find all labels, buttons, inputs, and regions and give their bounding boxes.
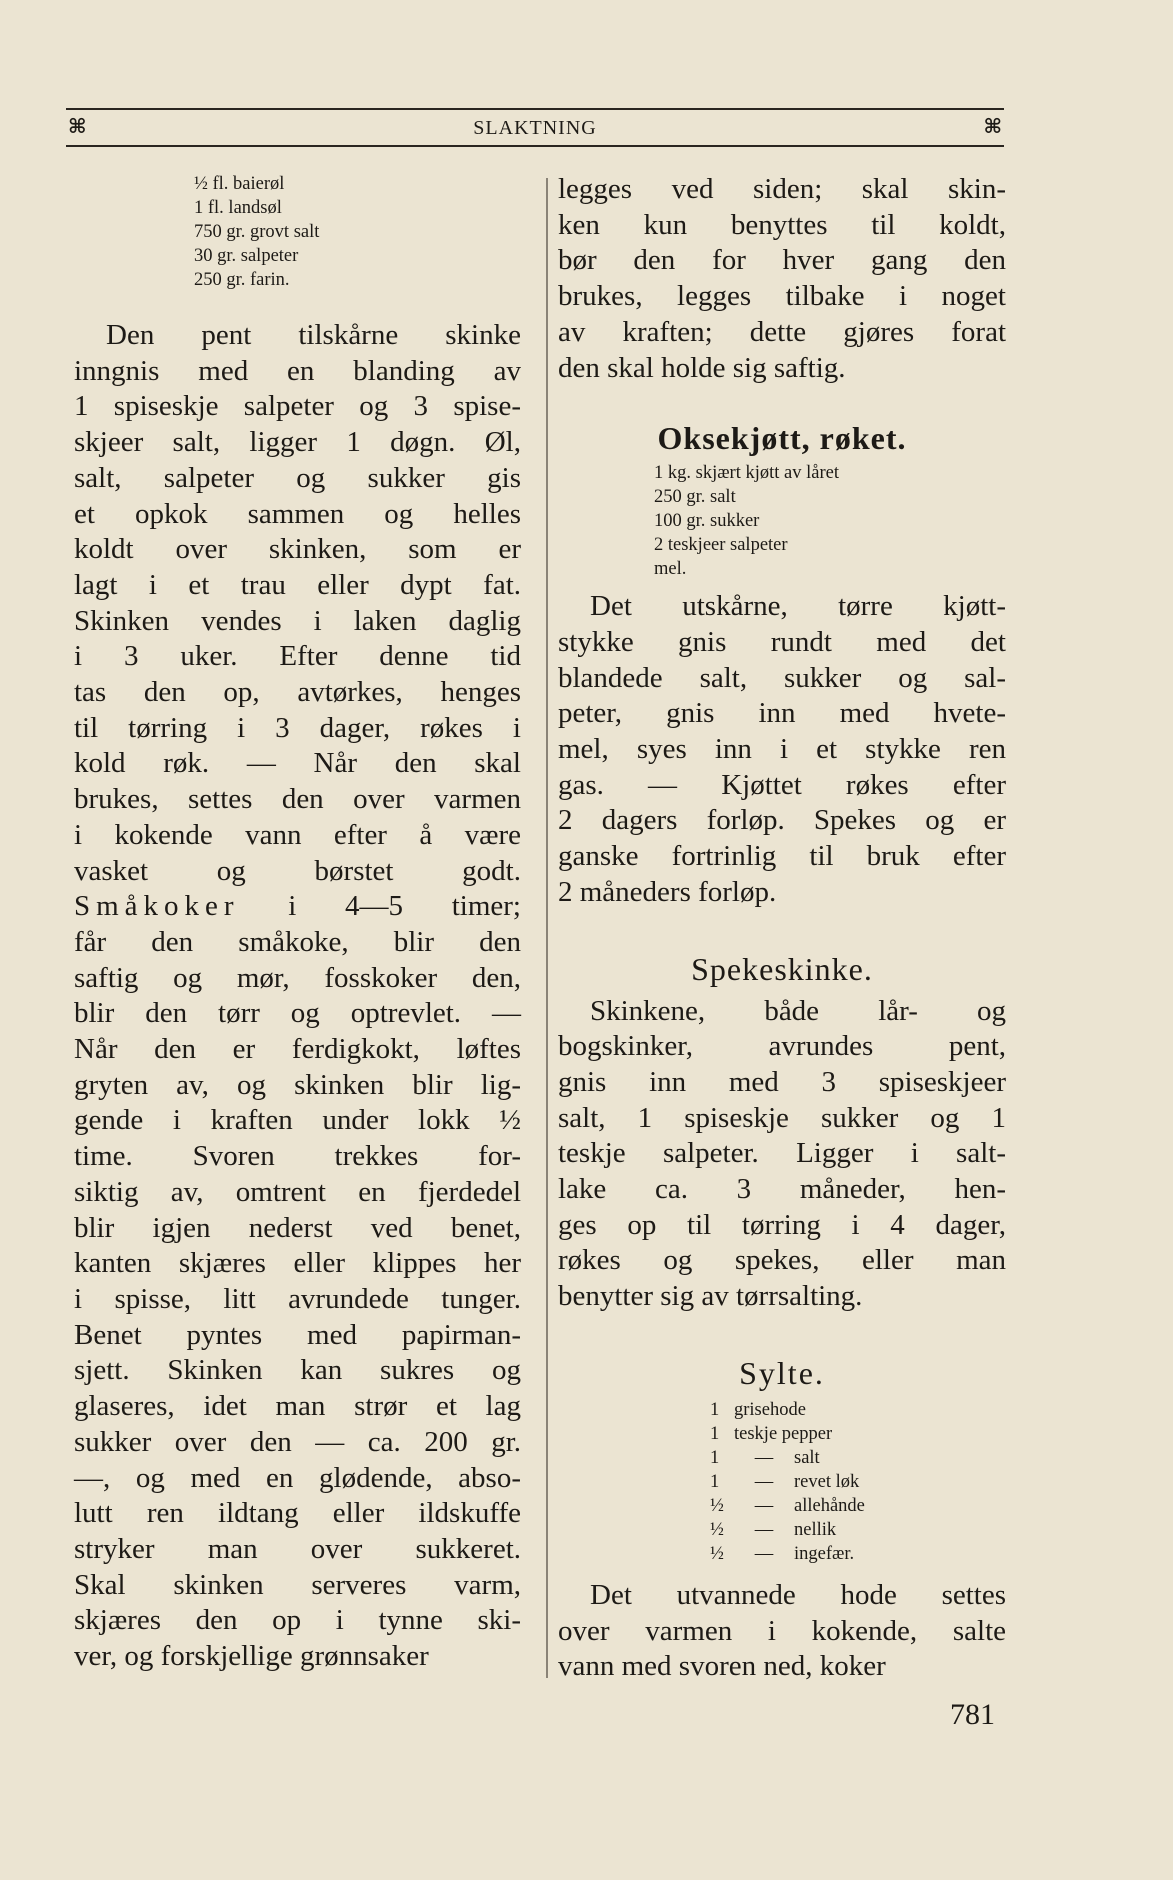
- text-line: Når den er ferdigkokt, løftes: [74, 1033, 521, 1066]
- text-line: ges op til tørring i 4 dager,: [558, 1208, 1006, 1241]
- text-line: 2 dagers forløp. Spekes og er: [558, 804, 1006, 837]
- ingredient-name: grisehode: [734, 1399, 806, 1420]
- text-line: gryten av, og skinken blir lig-: [74, 1068, 521, 1101]
- text-line: siktig av, omtrent en fjerdedel: [74, 1175, 521, 1208]
- ingredient-item: [710, 1494, 1006, 1518]
- text-line: stykke gnis rundt med det: [558, 625, 1006, 658]
- ingredient-item: [710, 1542, 1006, 1566]
- recipe-text-spekeskinke: [558, 994, 1006, 1315]
- ingredient-quantity: ½: [710, 1495, 724, 1516]
- header-rule-top: [66, 108, 1004, 110]
- text-line: røkes og spekes, eller man: [558, 1244, 1006, 1277]
- ingredient-item: [710, 1398, 1006, 1422]
- ingredient-item: 250 gr. salt: [654, 487, 736, 508]
- recipe-title-oksekjott: Oksekjøtt, røket.: [657, 420, 907, 457]
- text-line: ken kun benyttes til koldt,: [558, 208, 1006, 241]
- ingredient-quantity: 1: [710, 1399, 720, 1420]
- ditto-mark: —: [754, 1495, 774, 1516]
- right-column: [558, 172, 1006, 1685]
- recipe-title-sylte: Sylte.: [739, 1354, 825, 1391]
- text-line: Skinkene, både lår- og: [590, 994, 1006, 1027]
- ingredient-item: mel.: [654, 559, 687, 580]
- text-line: saftig og mør, fosskoker den,: [74, 961, 521, 994]
- ingredient-quantity: ½: [710, 1543, 724, 1564]
- text-line: brukes, settes den over varmen: [74, 783, 521, 816]
- text-line: gnis inn med 3 spiseskjeer: [558, 1065, 1006, 1098]
- ingredient-item: 30 gr. salpeter: [194, 246, 299, 266]
- text-line: 2 måneders forløp.: [558, 875, 777, 908]
- text-line: i 3 uker. Efter denne tid: [74, 640, 521, 673]
- text-line: blir den tørr og optrevlet. —: [74, 997, 521, 1030]
- text-line: i spisse, litt avrundede tunger.: [74, 1282, 521, 1315]
- ingredient-name: revet løk: [794, 1471, 860, 1492]
- ingredient-name: nellik: [794, 1519, 837, 1540]
- text-line: får den småkoke, blir den: [74, 925, 521, 958]
- recipe-title-spekeskinke: Spekeskinke.: [691, 950, 873, 987]
- text-line: over varmen i kokende, salte: [558, 1614, 1006, 1647]
- text-line: skjeer salt, ligger 1 døgn. Øl,: [74, 426, 521, 459]
- ingredient-item: 250 gr. farin.: [194, 270, 290, 290]
- text-line: lake ca. 3 måneder, hen-: [558, 1173, 1006, 1206]
- text-line: ver, og forskjellige grønnsaker: [74, 1640, 429, 1673]
- text-line: kold røk. — Når den skal: [74, 747, 521, 780]
- ingredient-item: 750 gr. grovt salt: [194, 222, 320, 242]
- text-line: mel, syes inn i et stykke ren: [558, 733, 1006, 766]
- text-line: skjæres den op i tynne ski-: [74, 1604, 521, 1637]
- ingredient-name: salt: [794, 1447, 820, 1468]
- header-ornament-left: ⌘: [68, 114, 87, 138]
- ingredient-name: ingefær.: [794, 1543, 855, 1564]
- text-line: koldt over skinken, som er: [74, 533, 521, 566]
- text-line: bogskinker, avrundes pent,: [558, 1030, 1006, 1063]
- text-line: Skinken vendes i laken daglig: [74, 604, 521, 637]
- ingredient-item: [710, 1446, 1006, 1470]
- text-line: den skal holde sig saftig.: [558, 351, 846, 384]
- ingredient-item: [710, 1470, 1006, 1494]
- text-line: brukes, legges tilbake i noget: [558, 280, 1006, 313]
- text-line: gas. — Kjøttet røkes efter: [558, 768, 1006, 801]
- ingredient-item: 1 fl. landsøl: [194, 198, 282, 218]
- text-line: kanten skjæres eller klippes her: [74, 1247, 521, 1280]
- text-line: glaseres, idet man strør et lag: [74, 1390, 521, 1423]
- ditto-mark: —: [754, 1519, 774, 1540]
- ingredient-item: 2 teskjeer salpeter: [654, 535, 788, 556]
- text-line: salt, 1 spiseskje sukker og 1: [558, 1101, 1006, 1134]
- text-line: salt, salpeter og sukker gis: [74, 461, 521, 494]
- ditto-mark: —: [754, 1447, 774, 1468]
- ingredient-item: 100 gr. sukker: [654, 511, 760, 532]
- text-line: blir igjen nederst ved benet,: [74, 1211, 521, 1244]
- text-line: sukker over den — ca. 200 gr.: [74, 1425, 521, 1458]
- ingredient-quantity: 1: [710, 1423, 720, 1444]
- text-line: benytter sig av tørrsalting.: [558, 1280, 863, 1313]
- text-line: Det utvannede hode settes: [590, 1578, 1006, 1611]
- ingredient-list-sylte: [710, 1398, 1006, 1566]
- recipe-text-skinke: [74, 318, 521, 1675]
- column-divider: [546, 178, 548, 1678]
- recipe-text-continued: [558, 172, 1006, 386]
- ingredient-name: teskje pepper: [734, 1423, 833, 1444]
- ingredient-list-skinke: [194, 172, 521, 292]
- text-line: gende i kraften under lokk ½: [74, 1104, 521, 1137]
- page-number: 781: [950, 1698, 995, 1731]
- text-line: i kokende vann efter å være: [74, 818, 521, 851]
- text-line: lutt ren ildtang eller ildskuffe: [74, 1497, 521, 1530]
- text-line: Skal skinken serveres varm,: [74, 1568, 521, 1601]
- header-ornament-right: ⌘: [983, 114, 1002, 138]
- text-line: Det utskårne, tørre kjøtt-: [590, 590, 1006, 623]
- text-line: et opkok sammen og helles: [74, 497, 521, 530]
- recipe-text-sylte: [558, 1578, 1006, 1685]
- text-line: blandede salt, sukker og sal-: [558, 661, 1006, 694]
- text-line: Småkoker i 4—5 timer;: [74, 890, 521, 923]
- text-line: av kraften; dette gjøres forat: [558, 315, 1006, 348]
- text-line: vann med svoren ned, koker: [558, 1650, 886, 1683]
- text-line: lagt i et trau eller dypt fat.: [74, 568, 521, 601]
- ingredient-quantity: 1: [710, 1471, 720, 1492]
- text-line: —, og med en glødende, abso-: [74, 1461, 521, 1494]
- ingredient-list-oksekjott: [654, 461, 1006, 581]
- text-line: bør den for hver gang den: [558, 244, 1006, 277]
- ingredient-quantity: ½: [710, 1519, 724, 1540]
- ditto-mark: —: [754, 1471, 774, 1492]
- text-line: Den pent tilskårne skinke: [106, 319, 521, 351]
- text-line: teskje salpeter. Ligger i salt-: [558, 1137, 1006, 1170]
- text-line: time. Svoren trekkes for-: [74, 1140, 521, 1173]
- text-line: stryker man over sukkeret.: [74, 1532, 521, 1565]
- text-line: ganske fortrinlig til bruk efter: [558, 840, 1006, 873]
- ingredient-name: allehånde: [794, 1495, 865, 1516]
- text-line: vasket og børstet godt.: [74, 854, 521, 887]
- text-line: tas den op, avtørkes, henges: [74, 676, 521, 709]
- left-column: [74, 172, 521, 1675]
- emphasized-word: Småkoker: [74, 890, 240, 923]
- text-line: Benet pyntes med papirman-: [74, 1318, 521, 1351]
- recipe-text-oksekjott: [558, 589, 1006, 910]
- running-header: [66, 108, 1004, 148]
- ingredient-item: [710, 1518, 1006, 1542]
- header-rule-bottom: [66, 145, 1004, 147]
- header-title: SLAKTNING: [473, 117, 597, 139]
- ingredient-item: [710, 1422, 1006, 1446]
- ditto-mark: —: [754, 1543, 774, 1564]
- text-line: legges ved siden; skal skin-: [558, 173, 1006, 205]
- text-line: sjett. Skinken kan sukres og: [74, 1354, 521, 1387]
- text-line: inngnis med en blanding av: [74, 354, 521, 387]
- text-line: 1 spiseskje salpeter og 3 spise-: [74, 390, 521, 423]
- text-line: peter, gnis inn med hvete-: [558, 697, 1006, 730]
- ingredient-quantity: 1: [710, 1447, 720, 1468]
- ingredient-item: ½ fl. baierøl: [194, 174, 285, 194]
- text-line: til tørring i 3 dager, røkes i: [74, 711, 521, 744]
- ingredient-item: 1 kg. skjært kjøtt av låret: [654, 463, 839, 484]
